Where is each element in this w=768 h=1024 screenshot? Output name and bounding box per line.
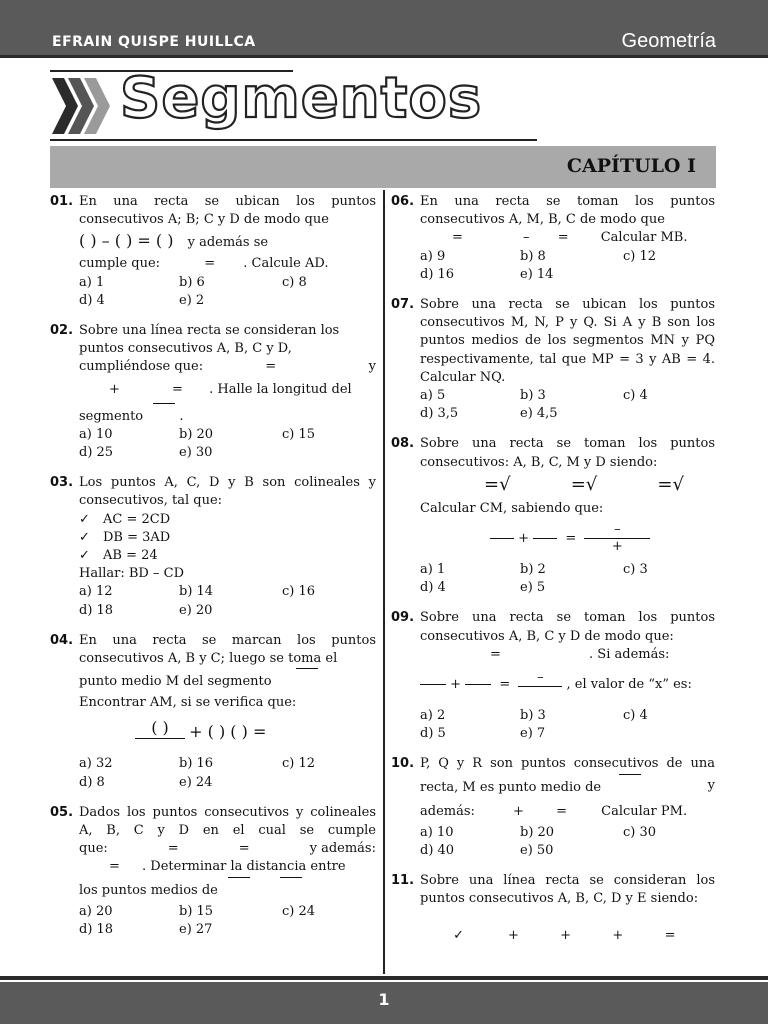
header-band [0,0,768,55]
answer-options [79,903,376,939]
option: c) 12 [623,248,657,264]
option: b) 20 [520,824,555,840]
problem-10 [391,755,715,860]
problem-text: y [368,359,376,375]
problem-number: 05. [50,804,74,820]
condition-item: ✓ DB = 3AD [79,529,376,547]
option: b) 15 [179,903,214,919]
option: e) 27 [179,921,213,937]
problem-04 [50,632,376,792]
check-icon: ✓ [79,511,90,527]
problem-text: que: [79,841,108,857]
problem-text: Calcular MB. [600,230,688,246]
formula: = [565,531,577,547]
left-column [50,193,376,951]
problem-text: Sobre una línea recta se consideran los puntos consecutivos A, B, C y D, cumpliéndose que: [79,323,340,375]
root-expression: =√ [570,473,598,495]
segment-bar [296,668,318,677]
formula: + [611,539,623,555]
option: a) 9 [420,248,446,264]
problem-text: Sobre una línea recta se consideran los puntos consecutivos A, B, C, D y E siendo: [420,873,715,907]
subject-label: Geometría [621,30,716,52]
problem-06 [391,193,715,284]
option: b) 2 [520,562,546,578]
fraction-bar [490,538,514,539]
option: a) 5 [420,388,446,404]
problem-number: 01. [50,194,74,209]
formula: + ( ) ( ) = [189,722,267,742]
option: a) 2 [420,708,446,724]
problem-text: Sobre una recta se ubican los puntos consecutivos M, N, P y Q. Si A y B son los puntos medios de los segmentos MN y PQ respectivamente, tal que MP = 3 y AB = 4. Calcular NQ. [420,297,715,385]
problem-text: punto medio M del segmento [79,674,272,690]
problem-text: . Determinar la distancia entre [142,859,346,875]
answer-options [420,248,715,284]
problem-number: 03. [50,475,74,491]
check-icon: ✓ [453,927,464,943]
formula: + [450,677,462,693]
formula: – [537,670,544,686]
option: b) 14 [179,584,214,600]
option: d) 3,5 [420,406,459,422]
formula: = [238,841,250,857]
option: c) 8 [282,274,307,290]
chapter-band [50,146,716,188]
fraction-bar [533,538,557,539]
option: d) 4 [420,580,446,596]
chevrons-icon [52,78,114,134]
condition-item: ✓ AB = 24 [79,547,376,565]
option: e) 7 [520,726,546,742]
problem-text: los puntos medios de [79,882,218,898]
formula: = [109,859,120,875]
formula: + [109,381,120,397]
problem-number: 04. [50,632,74,648]
formula: = [204,256,216,272]
problem-text: Hallar: BD – CD [79,566,184,582]
problem-text: recta, M es punto medio de [420,779,602,795]
author-name: EFRAIN QUISPE HUILLCA [52,34,256,50]
formula: = [452,230,463,246]
problem-text: Dados los puntos consecutivos y colineales A, B, C y D en el cual se cumple [79,804,376,839]
problem-09 [391,609,715,743]
page-number: 1 [378,990,390,1009]
option: e) 14 [520,266,554,282]
formula: = [557,230,569,246]
option: c) 12 [282,756,316,772]
problem-number: 11. [391,873,415,889]
formula: = [265,359,277,375]
option: a) 1 [420,562,446,578]
problem-01 [50,193,376,310]
problem-02 [50,322,376,462]
option: d) 4 [79,292,105,308]
problem-number: 06. [391,194,415,209]
problem-text: . Si además: [589,646,670,662]
option: a) 20 [79,903,113,919]
segment-bar [153,403,175,412]
formula: = [490,646,501,662]
problem-03 [50,474,376,620]
option: d) 25 [79,445,114,461]
formula: = [556,803,567,819]
root-expression: =√ [657,473,684,495]
option: e) 4,5 [520,406,558,422]
answer-options [420,387,715,423]
option: d) 8 [79,774,105,790]
option: b) 8 [520,248,546,264]
problem-text: . Halle la longitud del [209,381,352,397]
option: d) 16 [420,266,455,282]
check-icon: ✓ [79,529,90,545]
answer-options [79,274,376,310]
option: e) 5 [520,580,546,596]
option: b) 3 [520,708,546,724]
problem-text: En una recta se ubican los puntos consecutivos A; B; C y D de modo que [79,194,376,228]
problem-11 [391,872,715,963]
option: d) 40 [420,842,455,858]
answer-options [79,583,376,619]
problem-text: En una recta se toman los puntos consecutivos A, M, B, C de modo que [420,194,715,228]
problem-text: Sobre una recta se toman los puntos consecutivos: A, B, C, M y D siendo: [420,436,715,470]
check-icon: ✓ [79,548,90,564]
segment-bar [280,877,302,886]
formula: ( ) [151,718,169,738]
option: a) 10 [79,426,113,442]
column-divider [383,190,385,974]
problem-text: y además: [309,841,376,857]
problem-text: Sobre una recta se toman los puntos consecutivos A, B, C y D de modo que: [420,610,715,644]
page-title: Segmentos [120,66,483,131]
option: c) 15 [282,426,316,442]
option: c) 30 [623,824,657,840]
problem-text: cumple que: [79,256,161,272]
option: e) 2 [179,292,205,308]
formula: + + + = [507,927,676,943]
problem-number: 10. [391,756,415,772]
right-column [391,193,715,975]
fraction-bar [420,684,446,685]
option: b) 6 [179,274,205,290]
fraction-bar [465,684,491,685]
option: c) 24 [282,903,316,919]
option: e) 30 [179,445,213,461]
problem-07 [391,296,715,423]
problem-number: 07. [391,297,415,313]
answer-options [79,426,376,462]
option: d) 18 [79,921,114,937]
problem-text: además: [420,803,475,819]
problem-text: segmento [79,408,144,424]
problem-text: Calcular CM, sabiendo que: [420,500,604,516]
option: c) 3 [623,562,648,578]
problem-number: 08. [391,436,415,452]
answer-options [420,561,715,597]
option: b) 3 [520,388,546,404]
problem-text: Encontrar AM, si se verifica que: [79,695,297,711]
problem-number: 02. [50,323,74,339]
option: a) 32 [79,756,113,772]
option: c) 4 [623,388,648,404]
problem-05 [50,804,376,939]
problem-text: P, Q y R son puntos consecutivos de una [420,756,715,772]
option: e) 24 [179,774,213,790]
option: c) 16 [282,584,316,600]
option: d) 18 [79,602,114,618]
problem-text: , el valor de “x” es: [566,677,692,693]
option: a) 12 [79,584,113,600]
header-rule [0,55,768,58]
formula: + [518,531,530,547]
problem-08 [391,435,715,597]
formula: – [614,522,621,538]
problem-text: . [179,408,184,424]
formula: = [167,841,179,857]
chapter-title: CAPÍTULO I [566,155,696,177]
footer-band [0,982,768,1024]
title-rule-bottom [50,139,537,141]
option: e) 20 [179,602,213,618]
problem-text: y [707,777,715,793]
option: a) 10 [420,824,454,840]
formula: = [499,677,511,693]
option: b) 20 [179,426,214,442]
problem-text: Los puntos A, C, D y B son colineales y consecutivos, tal que: [79,475,376,509]
option: d) 5 [420,726,446,742]
formula: – [523,230,530,246]
problem-text: En una recta se marcan los puntos consecutivos A, B y C; luego se toma el [79,632,376,667]
segment-bar [619,774,641,783]
option: e) 50 [520,842,554,858]
problem-text: . Calcule AD. [243,256,329,272]
formula: ( ) – ( ) = ( ) [79,231,174,251]
problem-number: 09. [391,610,415,626]
footer-rule [0,976,768,980]
answer-options [420,824,715,860]
option: b) 16 [179,756,214,772]
problem-text: y además se [187,235,269,251]
problem-text: Calcular PM. [601,803,688,819]
answer-options [420,707,715,743]
segment-bar [228,877,250,886]
option: a) 1 [79,274,105,290]
root-expression: =√ [484,473,511,495]
answer-options [79,755,376,791]
formula: = [172,381,183,397]
option: c) 4 [623,708,648,724]
condition-item: ✓ AC = 2CD [79,511,376,529]
formula: + [513,803,524,819]
